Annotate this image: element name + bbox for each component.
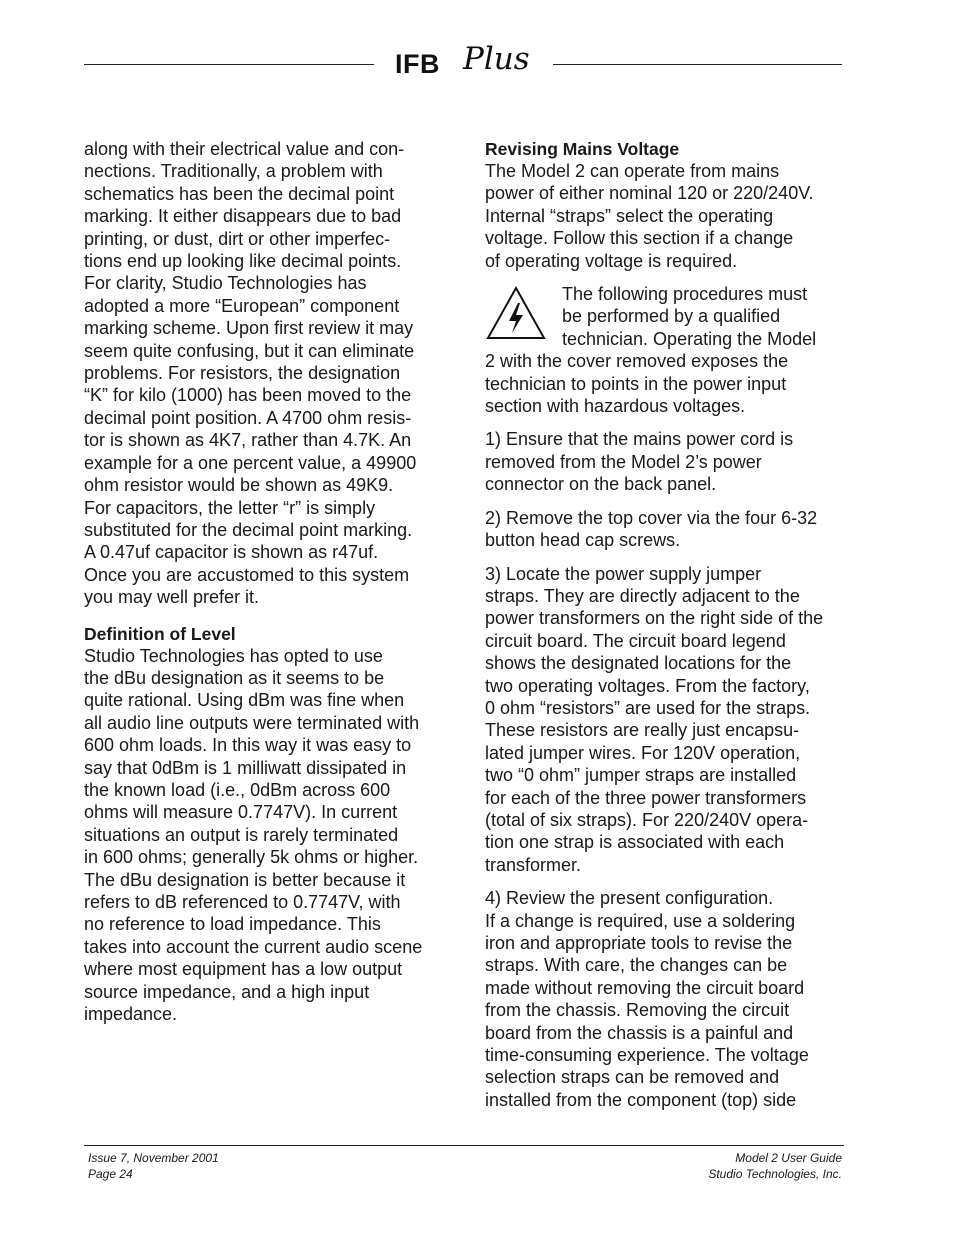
text-line: schematics has been the decimal point bbox=[84, 183, 395, 204]
footer-guide-title: Model 2 User Guide bbox=[735, 1151, 842, 1165]
footer-issue-date: Issue 7, November 2001 bbox=[88, 1151, 219, 1165]
text-line: connector on the back panel. bbox=[485, 474, 717, 495]
mains-paragraph bbox=[485, 160, 847, 272]
level-paragraph bbox=[84, 645, 446, 1026]
text-line: These resistors are really just encapsu- bbox=[485, 720, 800, 741]
text-line: Once you are accustomed to this system bbox=[84, 564, 410, 585]
text-line: transformer. bbox=[485, 854, 582, 875]
footer-right bbox=[708, 1151, 842, 1182]
level-heading: Definition of Level bbox=[84, 623, 236, 644]
text-line: board from the chassis is a painful and bbox=[485, 1022, 794, 1043]
text-line: in 600 ohms; generally 5k ohms or higher. bbox=[84, 847, 419, 868]
text-line: ohm resistor would be shown as 49K9. bbox=[84, 475, 394, 496]
text-line: iron and appropriate tools to revise the bbox=[485, 933, 793, 953]
text-line: for each of the three power transformers bbox=[485, 787, 807, 808]
header-rule-right bbox=[553, 64, 842, 65]
mains-heading: Revising Mains Voltage bbox=[485, 139, 680, 159]
text-line: all audio line outputs were terminated with bbox=[84, 712, 420, 733]
text-line: For clarity, Studio Technologies has bbox=[84, 273, 367, 294]
text-line: made without removing the circuit board bbox=[485, 977, 805, 998]
header-rule-left bbox=[84, 64, 374, 65]
text-line: ohms will measure 0.7747V). In current bbox=[84, 802, 398, 823]
text-line: If a change is required, use a soldering bbox=[485, 910, 796, 931]
step-4 bbox=[485, 887, 847, 1111]
text-line: where most equipment has a low output bbox=[84, 959, 403, 980]
text-line: circuit board. The circuit board legend bbox=[485, 630, 786, 651]
footer-page-number: Page 24 bbox=[88, 1166, 133, 1181]
text-line: along with their electrical value and con- bbox=[84, 139, 405, 159]
text-line: of operating voltage is required. bbox=[485, 250, 738, 271]
text-line: the dBu designation as it seems to be bbox=[84, 667, 385, 688]
intro-paragraph bbox=[84, 138, 446, 609]
step-1 bbox=[485, 428, 847, 495]
text-line: tor is shown as 4K7, rather than 4.7K. An bbox=[84, 430, 412, 451]
text-line: Studio Technologies has opted to use bbox=[84, 645, 383, 666]
text-line: A 0.47uf capacitor is shown as r47uf. bbox=[84, 542, 379, 563]
text-line: technician to points in the power input bbox=[485, 373, 787, 394]
text-line: nections. Traditionally, a problem with bbox=[84, 161, 383, 182]
text-line: you may well prefer it. bbox=[84, 587, 260, 608]
text-line: time-consuming experience. The voltage bbox=[485, 1045, 809, 1066]
ifb-plus-logo bbox=[395, 41, 535, 84]
text-line: (total of six straps). For 220/240V opera- bbox=[485, 809, 809, 830]
text-line: 0 ohm “resistors” are used for the straps. bbox=[485, 697, 811, 718]
text-line: lated jumper wires. For 120V operation, bbox=[485, 742, 801, 763]
text-line: selection straps can be removed and bbox=[485, 1067, 780, 1088]
footer-rule bbox=[84, 1145, 844, 1146]
text-line: two operating voltages. From the factory, bbox=[485, 675, 810, 696]
text-line: say that 0dBm is 1 milliwatt dissipated in bbox=[84, 757, 407, 778]
text-line: situations an output is rarely terminated bbox=[84, 824, 399, 845]
warning-text bbox=[485, 350, 847, 417]
text-line: the known load (i.e., 0dBm across 600 bbox=[84, 779, 391, 800]
text-line: printing, or dust, dirt or other imperfec- bbox=[84, 228, 391, 249]
text-line: substituted for the decimal point marking. bbox=[84, 519, 413, 540]
text-line: For capacitors, the letter “r” is simply bbox=[84, 497, 376, 518]
text-line: installed from the component (top) side bbox=[485, 1089, 797, 1110]
text-line: 2) Remove the top cover via the four 6-32 bbox=[485, 507, 818, 528]
text-line: button head cap screws. bbox=[485, 530, 681, 551]
text-line: Internal “straps” select the operating bbox=[485, 205, 774, 226]
text-line: straps. With care, the changes can be bbox=[485, 955, 788, 976]
text-line: tions end up looking like decimal points. bbox=[84, 251, 402, 272]
text-line: removed from the Model 2’s power bbox=[485, 451, 762, 472]
text-line: 3) Locate the power supply jumper bbox=[485, 563, 762, 584]
footer-company: Studio Technologies, Inc. bbox=[708, 1166, 842, 1181]
text-line: 1) Ensure that the mains power cord is bbox=[485, 429, 794, 450]
text-line: straps. They are directly adjacent to the bbox=[485, 585, 800, 606]
text-line: “K” for kilo (1000) has been moved to the bbox=[84, 385, 412, 406]
left-column bbox=[84, 138, 446, 1036]
logo-main-text: IFB bbox=[395, 49, 440, 79]
text-line: power transformers on the right side of the bbox=[485, 608, 824, 629]
text-line: voltage. Follow this section if a change bbox=[485, 228, 794, 249]
step-2 bbox=[485, 507, 847, 552]
text-line: technician. Operating the Model bbox=[562, 328, 817, 349]
text-line: tion one strap is associated with each bbox=[485, 832, 785, 853]
text-line: takes into account the current audio scene bbox=[84, 936, 423, 957]
text-line: 600 ohm loads. In this way it was easy to bbox=[84, 735, 412, 756]
text-line: section with hazardous voltages. bbox=[485, 396, 746, 417]
logo-script-text: Plus bbox=[463, 41, 530, 77]
footer-left bbox=[88, 1151, 219, 1182]
text-line: marking scheme. Upon first review it may bbox=[84, 318, 414, 339]
text-line: adopted a more “European” component bbox=[84, 295, 400, 316]
text-line: marking. It either disappears due to bad bbox=[84, 206, 402, 227]
text-line: be performed by a qualified bbox=[562, 306, 781, 327]
text-line: seem quite confusing, but it can eliminate bbox=[84, 340, 415, 361]
text-line: 4) Review the present configuration. bbox=[485, 888, 774, 909]
text-line: The dBu designation is better because it bbox=[84, 869, 406, 890]
step-3 bbox=[485, 563, 847, 877]
text-line: no reference to load impedance. This bbox=[84, 914, 381, 935]
text-line: The following procedures must bbox=[562, 284, 808, 305]
text-line: source impedance, and a high input bbox=[84, 981, 370, 1002]
warning-block bbox=[485, 283, 847, 417]
text-line: 2 with the cover removed exposes the bbox=[485, 351, 789, 372]
high-voltage-warning-icon bbox=[485, 285, 547, 341]
text-line: decimal point position. A 4700 ohm resis- bbox=[84, 407, 412, 428]
text-line: example for a one percent value, a 49900 bbox=[84, 452, 417, 473]
text-line: two “0 ohm” jumper straps are installed bbox=[485, 765, 797, 786]
text-line: quite rational. Using dBm was fine when bbox=[84, 690, 405, 711]
right-column bbox=[485, 138, 847, 1122]
text-line: power of either nominal 120 or 220/240V. bbox=[485, 183, 814, 204]
text-line: refers to dB referenced to 0.7747V, with bbox=[84, 892, 401, 912]
text-line: problems. For resistors, the designation bbox=[84, 363, 401, 384]
text-line: shows the designated locations for the bbox=[485, 653, 792, 674]
text-line: The Model 2 can operate from mains bbox=[485, 161, 780, 181]
text-line: from the chassis. Removing the circuit bbox=[485, 1000, 790, 1021]
text-line: impedance. bbox=[84, 1004, 178, 1025]
